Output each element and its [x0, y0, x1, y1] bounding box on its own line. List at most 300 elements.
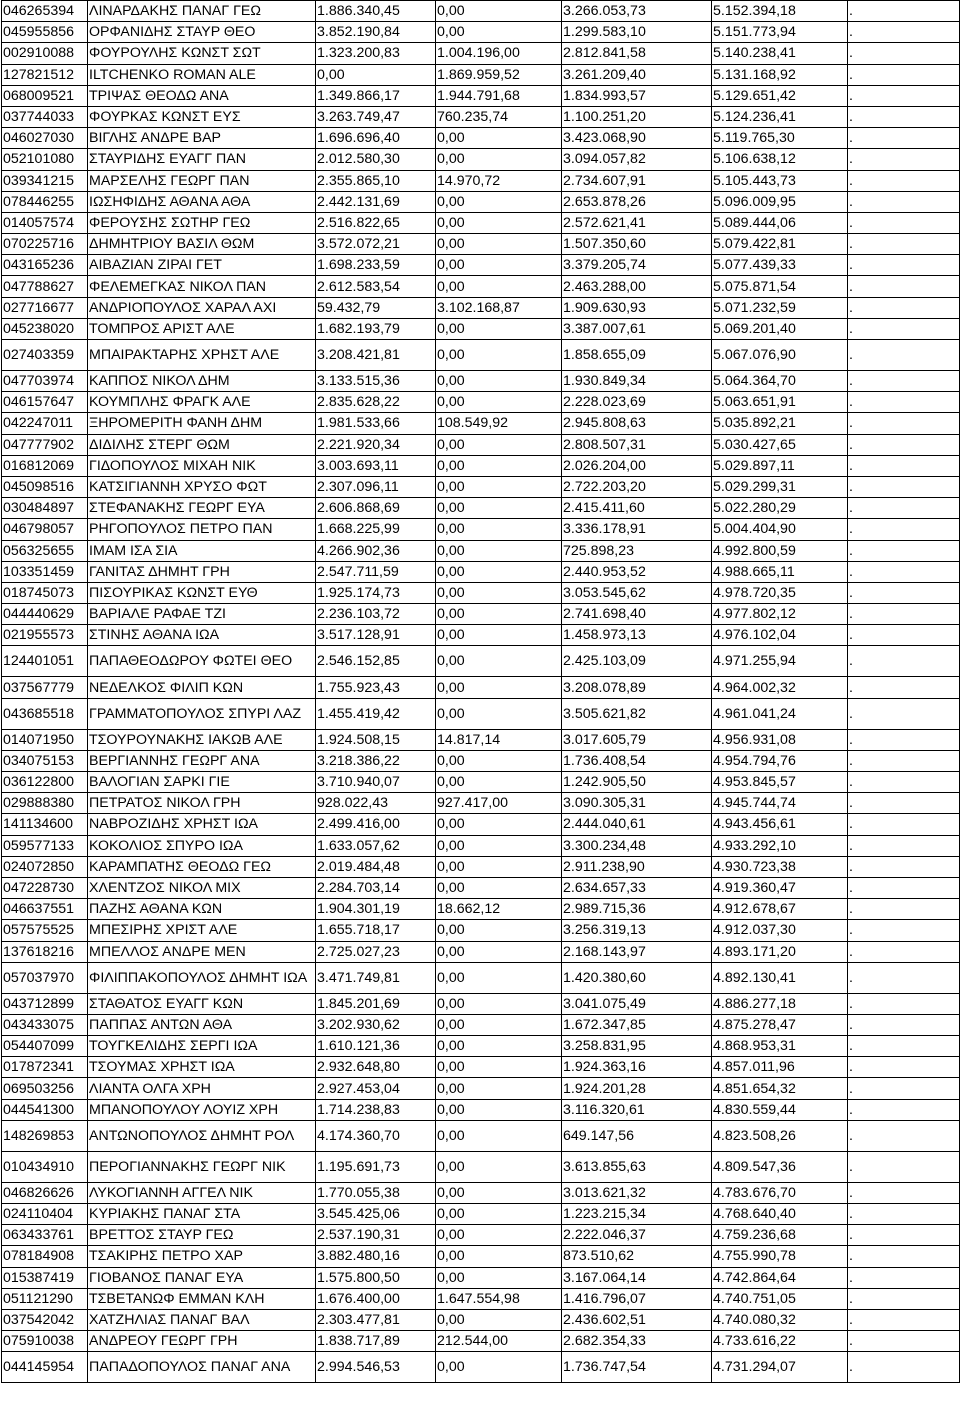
dot-cell: .	[848, 962, 960, 993]
name-cell: ΙΜΑΜ ΙΣΑ ΣΙΑ	[88, 540, 316, 561]
name-cell: ΒΑΛΟΓΙΑΝ ΣΑΡΚΙ ΓΙΕ	[88, 772, 316, 793]
total-cell: 4.978.720,35	[712, 582, 848, 603]
amount-b-cell: 0,00	[436, 1182, 562, 1203]
id-cell: 052101080	[2, 149, 88, 170]
total-cell: 4.912.678,67	[712, 899, 848, 920]
dot-cell: .	[848, 43, 960, 64]
amount-c-cell: 2.812.841,58	[562, 43, 712, 64]
amount-c-cell: 3.300.234,48	[562, 835, 712, 856]
name-cell: ΝΑΒΡΟΖΙΔΗΣ ΧΡΗΣΤ ΙΩΑ	[88, 814, 316, 835]
dot-cell: .	[848, 1182, 960, 1203]
amount-a-cell: 2.303.477,81	[316, 1309, 436, 1330]
table-row	[2, 582, 960, 603]
total-cell: 5.004.404,90	[712, 519, 848, 540]
amount-c-cell: 3.041.075,49	[562, 993, 712, 1014]
amount-a-cell: 2.516.822,65	[316, 212, 436, 233]
total-cell: 4.823.508,26	[712, 1120, 848, 1151]
amount-c-cell: 1.458.973,13	[562, 625, 712, 646]
name-cell: ΠΑΖΗΣ ΑΘΑΝΑ ΚΩΝ	[88, 899, 316, 920]
amount-c-cell: 3.613.855,63	[562, 1151, 712, 1182]
amount-a-cell: 1.676.400,00	[316, 1288, 436, 1309]
id-cell: 045098516	[2, 476, 88, 497]
total-cell: 4.943.456,61	[712, 814, 848, 835]
total-cell: 5.064.364,70	[712, 371, 848, 392]
amount-a-cell: 59.432,79	[316, 297, 436, 318]
dot-cell: .	[848, 191, 960, 212]
amount-b-cell: 0,00	[436, 434, 562, 455]
total-cell: 4.977.802,12	[712, 604, 848, 625]
amount-a-cell: 3.572.072,21	[316, 234, 436, 255]
dot-cell: .	[848, 149, 960, 170]
amount-b-cell: 0,00	[436, 646, 562, 677]
amount-c-cell: 1.924.363,16	[562, 1057, 712, 1078]
amount-a-cell: 4.174.360,70	[316, 1120, 436, 1151]
dot-cell: .	[848, 276, 960, 297]
name-cell: ΛΙΝΑΡΔΑΚΗΣ ΠΑΝΑΓ ΓΕΩ	[88, 1, 316, 22]
amount-a-cell: 1.770.055,38	[316, 1182, 436, 1203]
name-cell: ΟΡΦΑΝΙΔΗΣ ΣΤΑΥΡ ΘΕΟ	[88, 22, 316, 43]
dot-cell: .	[848, 1309, 960, 1330]
dot-cell: .	[848, 729, 960, 750]
dot-cell: .	[848, 899, 960, 920]
amount-b-cell: 0,00	[436, 1099, 562, 1120]
amount-c-cell: 3.258.831,95	[562, 1036, 712, 1057]
total-cell: 5.022.280,29	[712, 498, 848, 519]
id-cell: 047788627	[2, 276, 88, 297]
total-cell: 5.105.443,73	[712, 170, 848, 191]
dot-cell: .	[848, 1, 960, 22]
amount-c-cell: 2.741.698,40	[562, 604, 712, 625]
amount-b-cell: 0,00	[436, 1057, 562, 1078]
id-cell: 047777902	[2, 434, 88, 455]
id-cell: 037567779	[2, 677, 88, 698]
name-cell: ΓΙΟΒΑΝΟΣ ΠΑΝΑΓ ΕΥΑ	[88, 1267, 316, 1288]
id-cell: 014057574	[2, 212, 88, 233]
amount-a-cell: 3.545.425,06	[316, 1204, 436, 1225]
name-cell: ΠΕΡΟΓΙΑΝΝΑΚΗΣ ΓΕΩΡΓ ΝΙΚ	[88, 1151, 316, 1182]
name-cell: ΠΑΠΠΑΣ ΑΝΤΩΝ ΑΘΑ	[88, 1014, 316, 1035]
amount-b-cell: 0,00	[436, 340, 562, 371]
amount-b-cell: 0,00	[436, 371, 562, 392]
id-cell: 027403359	[2, 340, 88, 371]
amount-c-cell: 2.425.103,09	[562, 646, 712, 677]
table-row	[2, 413, 960, 434]
amount-c-cell: 2.653.878,26	[562, 191, 712, 212]
amount-c-cell: 3.094.057,82	[562, 149, 712, 170]
total-cell: 5.129.651,42	[712, 85, 848, 106]
amount-c-cell: 2.228.023,69	[562, 392, 712, 413]
dot-cell: .	[848, 434, 960, 455]
total-cell: 4.953.845,57	[712, 772, 848, 793]
amount-c-cell: 3.336.178,91	[562, 519, 712, 540]
id-cell: 046798057	[2, 519, 88, 540]
amount-a-cell: 2.546.152,85	[316, 646, 436, 677]
table-row	[2, 1331, 960, 1352]
name-cell: ΚΟΥΜΠΛΗΣ ΦΡΑΓΚ ΑΛΕ	[88, 392, 316, 413]
table-row	[2, 899, 960, 920]
amount-b-cell: 0,00	[436, 1225, 562, 1246]
amount-a-cell: 2.355.865,10	[316, 170, 436, 191]
name-cell: ΤΣΒΕΤΑΝΩΦ ΕΜΜΑΝ ΚΛΗ	[88, 1288, 316, 1309]
total-cell: 4.976.102,04	[712, 625, 848, 646]
table-row	[2, 191, 960, 212]
amount-a-cell: 1.575.800,50	[316, 1267, 436, 1288]
table-row	[2, 128, 960, 149]
dot-cell: .	[848, 455, 960, 476]
name-cell: ΓΡΑΜΜΑΤΟΠΟΥΛΟΣ ΣΠΥΡΙ ΛΑΖ	[88, 698, 316, 729]
dot-cell: .	[848, 1352, 960, 1383]
amount-b-cell: 0,00	[436, 318, 562, 339]
amount-b-cell: 0,00	[436, 604, 562, 625]
table-row	[2, 677, 960, 698]
amount-c-cell: 3.013.621,32	[562, 1182, 712, 1203]
id-cell: 056325655	[2, 540, 88, 561]
amount-a-cell: 1.925.174,73	[316, 582, 436, 603]
table-row	[2, 1352, 960, 1383]
dot-cell: .	[848, 1151, 960, 1182]
name-cell: ΦΕΛΕΜΕΓΚΑΣ ΝΙΚΟΛ ΠΑΝ	[88, 276, 316, 297]
table-row	[2, 877, 960, 898]
total-cell: 4.768.640,40	[712, 1204, 848, 1225]
amount-a-cell: 2.221.920,34	[316, 434, 436, 455]
amount-b-cell: 108.549,92	[436, 413, 562, 434]
dot-cell: .	[848, 646, 960, 677]
name-cell: ΤΣΟΥΡΟΥΝΑΚΗΣ ΙΑΚΩΒ ΑΛΕ	[88, 729, 316, 750]
amount-b-cell: 1.869.959,52	[436, 64, 562, 85]
amount-a-cell: 2.499.416,00	[316, 814, 436, 835]
amount-a-cell: 3.852.190,84	[316, 22, 436, 43]
amount-b-cell: 0,00	[436, 255, 562, 276]
records-table	[1, 0, 960, 1383]
amount-b-cell: 0,00	[436, 582, 562, 603]
amount-c-cell: 3.017.605,79	[562, 729, 712, 750]
total-cell: 4.740.751,05	[712, 1288, 848, 1309]
amount-b-cell: 0,00	[436, 750, 562, 771]
amount-b-cell: 0,00	[436, 1120, 562, 1151]
dot-cell: .	[848, 561, 960, 582]
amount-a-cell: 1.323.200,83	[316, 43, 436, 64]
id-cell: 044145954	[2, 1352, 88, 1383]
amount-c-cell: 1.930.849,34	[562, 371, 712, 392]
id-cell: 042247011	[2, 413, 88, 434]
name-cell: ΤΟΥΓΚΕΛΙΔΗΣ ΣΕΡΓΙ ΙΩΑ	[88, 1036, 316, 1057]
table-row	[2, 625, 960, 646]
total-cell: 5.069.201,40	[712, 318, 848, 339]
amount-c-cell: 2.722.203,20	[562, 476, 712, 497]
dot-cell: .	[848, 1120, 960, 1151]
name-cell: ΣΤΙΝΗΣ ΑΘΑΝΑ ΙΩΑ	[88, 625, 316, 646]
amount-b-cell: 0,00	[436, 540, 562, 561]
amount-b-cell: 0,00	[436, 392, 562, 413]
total-cell: 4.731.294,07	[712, 1352, 848, 1383]
amount-c-cell: 1.858.655,09	[562, 340, 712, 371]
dot-cell: .	[848, 1246, 960, 1267]
name-cell: ΚΑΠΠΟΣ ΝΙΚΟΛ ΔΗΜ	[88, 371, 316, 392]
name-cell: ΧΑΤΖΗΛΙΑΣ ΠΑΝΑΓ ΒΑΛ	[88, 1309, 316, 1330]
amount-c-cell: 3.090.305,31	[562, 793, 712, 814]
total-cell: 4.851.654,32	[712, 1078, 848, 1099]
amount-c-cell: 873.510,62	[562, 1246, 712, 1267]
name-cell: ΒΡΕΤΤΟΣ ΣΤΑΥΡ ΓΕΩ	[88, 1225, 316, 1246]
amount-c-cell: 3.379.205,74	[562, 255, 712, 276]
total-cell: 4.893.171,20	[712, 941, 848, 962]
amount-c-cell: 2.734.607,91	[562, 170, 712, 191]
amount-b-cell: 0,00	[436, 519, 562, 540]
dot-cell: .	[848, 22, 960, 43]
amount-a-cell: 3.263.749,47	[316, 106, 436, 127]
table-row	[2, 234, 960, 255]
id-cell: 124401051	[2, 646, 88, 677]
name-cell: ILTCHENKO ROMAN ALE	[88, 64, 316, 85]
id-cell: 016812069	[2, 455, 88, 476]
amount-c-cell: 1.924.201,28	[562, 1078, 712, 1099]
amount-a-cell: 1.904.301,19	[316, 899, 436, 920]
dot-cell: .	[848, 170, 960, 191]
name-cell: ΒΑΡΙΑΛΕ ΡΑΦΑΕ ΤΖΙ	[88, 604, 316, 625]
table-row	[2, 793, 960, 814]
id-cell: 014071950	[2, 729, 88, 750]
table-row	[2, 212, 960, 233]
amount-a-cell: 1.755.923,43	[316, 677, 436, 698]
dot-cell: .	[848, 677, 960, 698]
amount-b-cell: 0,00	[436, 1267, 562, 1288]
id-cell: 018745073	[2, 582, 88, 603]
amount-c-cell: 3.266.053,73	[562, 1, 712, 22]
name-cell: ΔΗΜΗΤΡΙΟΥ ΒΑΣΙΛ ΘΩΜ	[88, 234, 316, 255]
amount-a-cell: 2.725.027,23	[316, 941, 436, 962]
total-cell: 5.119.765,30	[712, 128, 848, 149]
records-table-body	[2, 1, 960, 1383]
total-cell: 5.030.427,65	[712, 434, 848, 455]
table-row	[2, 318, 960, 339]
amount-a-cell: 1.655.718,17	[316, 920, 436, 941]
id-cell: 024072850	[2, 856, 88, 877]
amount-a-cell: 3.003.693,11	[316, 455, 436, 476]
table-row	[2, 698, 960, 729]
total-cell: 4.892.130,41	[712, 962, 848, 993]
dot-cell: .	[848, 498, 960, 519]
id-cell: 059577133	[2, 835, 88, 856]
amount-c-cell: 3.505.621,82	[562, 698, 712, 729]
id-cell: 046027030	[2, 128, 88, 149]
dot-cell: .	[848, 604, 960, 625]
id-cell: 045238020	[2, 318, 88, 339]
amount-b-cell: 14.817,14	[436, 729, 562, 750]
dot-cell: .	[848, 392, 960, 413]
dot-cell: .	[848, 1099, 960, 1120]
name-cell: ΛΙΑΝΤΑ ΟΛΓΑ ΧΡΗ	[88, 1078, 316, 1099]
total-cell: 5.067.076,90	[712, 340, 848, 371]
dot-cell: .	[848, 1078, 960, 1099]
amount-b-cell: 1.647.554,98	[436, 1288, 562, 1309]
amount-b-cell: 18.662,12	[436, 899, 562, 920]
name-cell: ΑΝΔΡΕΟΥ ΓΕΩΡΓ ΓΡΗ	[88, 1331, 316, 1352]
id-cell: 057037970	[2, 962, 88, 993]
table-row	[2, 856, 960, 877]
amount-b-cell: 0,00	[436, 498, 562, 519]
id-cell: 010434910	[2, 1151, 88, 1182]
id-cell: 037542042	[2, 1309, 88, 1330]
table-row	[2, 1078, 960, 1099]
dot-cell: .	[848, 413, 960, 434]
table-row	[2, 941, 960, 962]
name-cell: ΦΙΛΙΠΠΑΚΟΠΟΥΛΟΣ ΔΗΜΗΤ ΙΩΑ	[88, 962, 316, 993]
id-cell: 030484897	[2, 498, 88, 519]
id-cell: 046637551	[2, 899, 88, 920]
amount-c-cell: 1.507.350,60	[562, 234, 712, 255]
id-cell: 046265394	[2, 1, 88, 22]
amount-a-cell: 2.927.453,04	[316, 1078, 436, 1099]
amount-a-cell: 1.682.193,79	[316, 318, 436, 339]
amount-c-cell: 649.147,56	[562, 1120, 712, 1151]
dot-cell: .	[848, 106, 960, 127]
amount-c-cell: 1.736.408,54	[562, 750, 712, 771]
table-row	[2, 476, 960, 497]
dot-cell: .	[848, 1225, 960, 1246]
name-cell: ΧΛΕΝΤΖΟΣ ΝΙΚΟΛ ΜΙΧ	[88, 877, 316, 898]
table-row	[2, 772, 960, 793]
table-row	[2, 297, 960, 318]
name-cell: ΜΠΑΙΡΑΚΤΑΡΗΣ ΧΡΗΣΤ ΑΛΕ	[88, 340, 316, 371]
amount-b-cell: 0,00	[436, 1078, 562, 1099]
table-row	[2, 1225, 960, 1246]
id-cell: 017872341	[2, 1057, 88, 1078]
amount-a-cell: 1.838.717,89	[316, 1331, 436, 1352]
id-cell: 045955856	[2, 22, 88, 43]
total-cell: 4.954.794,76	[712, 750, 848, 771]
name-cell: ΑΝΤΩΝΟΠΟΥΛΟΣ ΔΗΜΗΤ ΡΟΛ	[88, 1120, 316, 1151]
amount-c-cell: 3.167.064,14	[562, 1267, 712, 1288]
total-cell: 4.988.665,11	[712, 561, 848, 582]
total-cell: 4.919.360,47	[712, 877, 848, 898]
table-row	[2, 22, 960, 43]
amount-b-cell: 0,00	[436, 677, 562, 698]
table-row	[2, 1288, 960, 1309]
table-row	[2, 920, 960, 941]
amount-b-cell: 0,00	[436, 920, 562, 941]
dot-cell: .	[848, 856, 960, 877]
name-cell: ΞΗΡΟΜΕΡΙΤΗ ΦΑΝΗ ΔΗΜ	[88, 413, 316, 434]
dot-cell: .	[848, 64, 960, 85]
amount-b-cell: 0,00	[436, 1204, 562, 1225]
id-cell: 043712899	[2, 993, 88, 1014]
table-row	[2, 561, 960, 582]
amount-b-cell: 1.004.196,00	[436, 43, 562, 64]
id-cell: 044541300	[2, 1099, 88, 1120]
dot-cell: .	[848, 340, 960, 371]
dot-cell: .	[848, 625, 960, 646]
amount-c-cell: 3.116.320,61	[562, 1099, 712, 1120]
table-row	[2, 646, 960, 677]
dot-cell: .	[848, 1331, 960, 1352]
table-row	[2, 962, 960, 993]
amount-c-cell: 2.222.046,37	[562, 1225, 712, 1246]
table-row	[2, 1057, 960, 1078]
total-cell: 4.964.002,32	[712, 677, 848, 698]
table-row	[2, 1246, 960, 1267]
name-cell: ΜΠΑΝΟΠΟΥΛΟΥ ΛΟΥΙΖ ΧΡΗ	[88, 1099, 316, 1120]
table-row	[2, 1, 960, 22]
table-row	[2, 392, 960, 413]
amount-c-cell: 2.436.602,51	[562, 1309, 712, 1330]
amount-a-cell: 1.886.340,45	[316, 1, 436, 22]
amount-c-cell: 1.672.347,85	[562, 1014, 712, 1035]
dot-cell: .	[848, 1057, 960, 1078]
amount-a-cell: 1.698.233,59	[316, 255, 436, 276]
id-cell: 027716677	[2, 297, 88, 318]
amount-b-cell: 0,00	[436, 1014, 562, 1035]
amount-a-cell: 2.442.131,69	[316, 191, 436, 212]
dot-cell: .	[848, 371, 960, 392]
name-cell: ΜΑΡΣΕΛΗΣ ΓΕΩΡΓ ΠΑΝ	[88, 170, 316, 191]
amount-b-cell: 0,00	[436, 941, 562, 962]
id-cell: 047703974	[2, 371, 88, 392]
amount-a-cell: 3.517.128,91	[316, 625, 436, 646]
dot-cell: .	[848, 1288, 960, 1309]
name-cell: ΚΑΡΑΜΠΑΤΗΣ ΘΕΟΔΩ ΓΕΩ	[88, 856, 316, 877]
id-cell: 137618216	[2, 941, 88, 962]
amount-a-cell: 1.714.238,83	[316, 1099, 436, 1120]
total-cell: 4.733.616,22	[712, 1331, 848, 1352]
total-cell: 5.140.238,41	[712, 43, 848, 64]
amount-a-cell: 2.019.484,48	[316, 856, 436, 877]
name-cell: ΜΠΕΣΙΡΗΣ ΧΡΙΣΤ ΑΛΕ	[88, 920, 316, 941]
dot-cell: .	[848, 85, 960, 106]
name-cell: ΠΑΠΑΔΟΠΟΥΛΟΣ ΠΑΝΑΓ ΑΝΑ	[88, 1352, 316, 1383]
amount-a-cell: 1.349.866,17	[316, 85, 436, 106]
table-row	[2, 519, 960, 540]
id-cell: 024110404	[2, 1204, 88, 1225]
amount-a-cell: 1.668.225,99	[316, 519, 436, 540]
table-row	[2, 1099, 960, 1120]
table-row	[2, 255, 960, 276]
table-row	[2, 276, 960, 297]
dot-cell: .	[848, 1036, 960, 1057]
total-cell: 4.830.559,44	[712, 1099, 848, 1120]
amount-c-cell: 3.423.068,90	[562, 128, 712, 149]
table-row	[2, 371, 960, 392]
id-cell: 070225716	[2, 234, 88, 255]
amount-b-cell: 0,00	[436, 476, 562, 497]
name-cell: ΤΣΟΥΜΑΣ ΧΡΗΣΤ ΙΩΑ	[88, 1057, 316, 1078]
total-cell: 5.079.422,81	[712, 234, 848, 255]
table-row	[2, 43, 960, 64]
total-cell: 4.930.723,38	[712, 856, 848, 877]
amount-b-cell: 0,00	[436, 877, 562, 898]
total-cell: 5.131.168,92	[712, 64, 848, 85]
table-row	[2, 340, 960, 371]
amount-b-cell: 0,00	[436, 1036, 562, 1057]
amount-c-cell: 2.026.204,00	[562, 455, 712, 476]
total-cell: 5.071.232,59	[712, 297, 848, 318]
amount-a-cell: 3.471.749,81	[316, 962, 436, 993]
total-cell: 5.075.871,54	[712, 276, 848, 297]
amount-b-cell: 0,00	[436, 128, 562, 149]
name-cell: ΙΩΣΗΦΙΔΗΣ ΑΘΑΝΑ ΑΘΑ	[88, 191, 316, 212]
amount-b-cell: 0,00	[436, 276, 562, 297]
amount-a-cell: 1.633.057,62	[316, 835, 436, 856]
dot-cell: .	[848, 234, 960, 255]
name-cell: ΑΙΒΑΖΙΑΝ ΖΙΡΑΙ ΓΕΤ	[88, 255, 316, 276]
id-cell: 141134600	[2, 814, 88, 835]
dot-cell: .	[848, 772, 960, 793]
amount-c-cell: 2.989.715,36	[562, 899, 712, 920]
amount-b-cell: 0,00	[436, 234, 562, 255]
amount-b-cell: 14.970,72	[436, 170, 562, 191]
name-cell: ΒΙΓΛΗΣ ΑΝΔΡΕ ΒΑΡ	[88, 128, 316, 149]
dot-cell: .	[848, 835, 960, 856]
amount-b-cell: 927.417,00	[436, 793, 562, 814]
